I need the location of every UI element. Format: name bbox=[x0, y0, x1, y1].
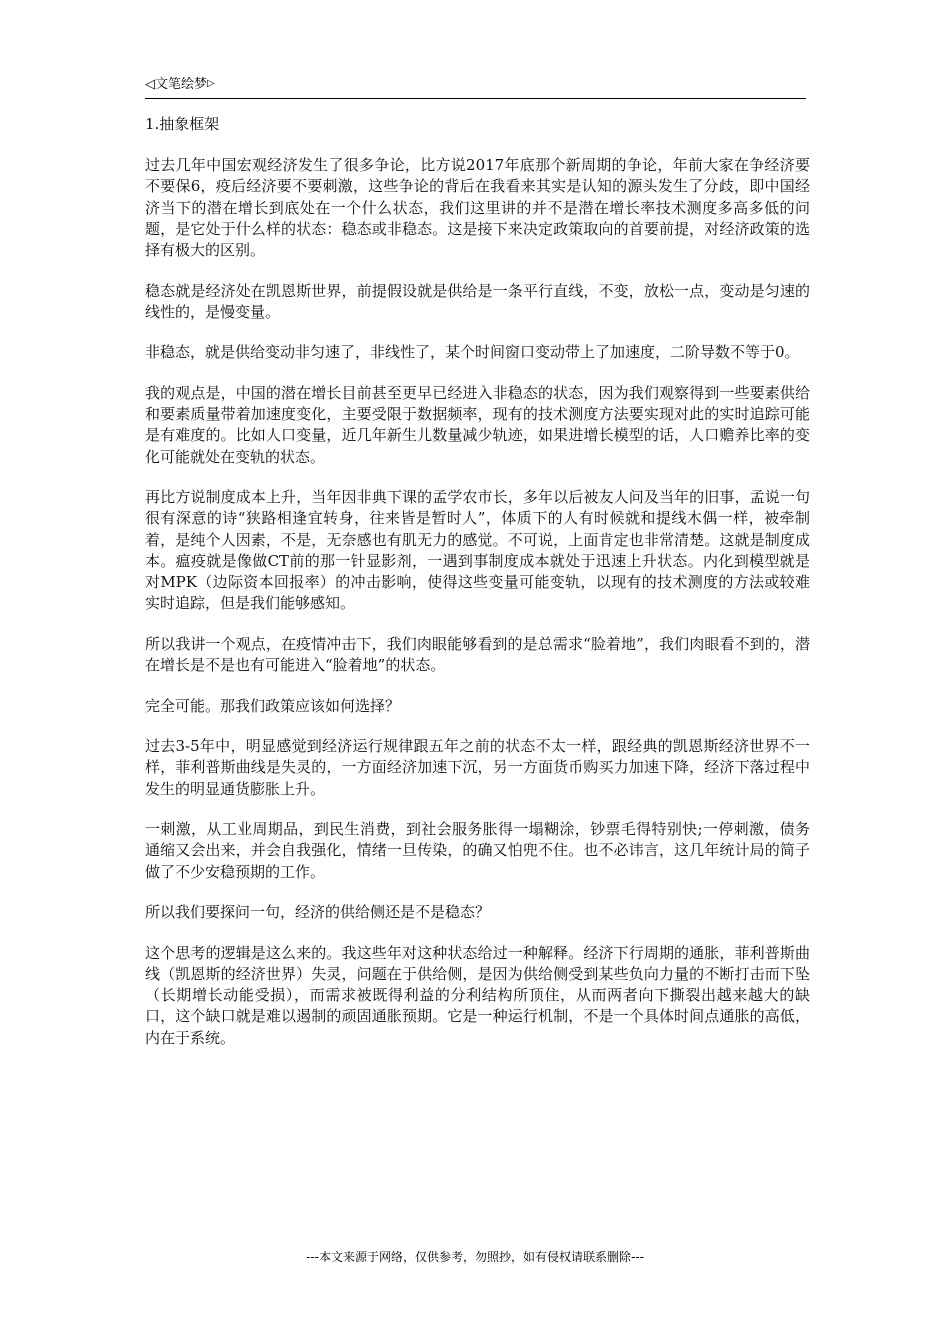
page-header bbox=[145, 74, 806, 99]
paragraph-6: 所以我讲一个观点，在疫情冲击下，我们肉眼能够看到的是总需求“脸着地”，我们肉眼看不到的，潜在增长是不是也有可能进入“脸着地”的状态。 bbox=[145, 634, 810, 675]
header-title: 文笔绘梦 bbox=[155, 77, 208, 92]
paragraph-7: 完全可能。那我们政策应该如何选择？ bbox=[145, 696, 401, 715]
paragraph-9: 一刺激，从工业周期品，到民生消费，到社会服务胀得一塌糊涂，钞票毛得特别快;一停刺激，债务通缩又会出来，并会自我强化，情绪一旦传染，的确又怕兜不住。也不必讳言，这几年统计局的简子做了不少安稳预期的工作。 bbox=[145, 820, 810, 881]
section-heading: 1.抽象框架 bbox=[145, 115, 220, 133]
paragraph-2: 稳态就是经济处在凯恩斯世界，前提假设就是供给是一条平行直线，不变，放松一点，变动是匀速的线性的，是慢变量。 bbox=[145, 281, 810, 321]
left-triangle-icon: ◁ bbox=[145, 77, 155, 92]
paragraph-3: 非稳态，就是供给变动非匀速了，非线性了，某个时间窗口变动带上了加速度，二阶导数不等于0。 bbox=[145, 343, 800, 362]
right-triangle-icon: ▷ bbox=[207, 78, 215, 89]
paragraph-8: 过去3-5年中，明显感觉到经济运行规律跟五年之前的状态不太一样，跟经典的凯恩斯经济世界不一样，菲利普斯曲线是失灵的，一方面经济加速下沉，另一方面货币购买力加速下降，经济下落过程中发生的明显通货膨胀上升。 bbox=[145, 737, 810, 798]
page-footer-disclaimer: ---本文来源于网络，仅供参考，勿照抄，如有侵权请联系删除--- bbox=[306, 1250, 644, 1264]
paragraph-1: 过去几年中国宏观经济发生了很多争论，比方说2017年底那个新周期的争论，年前大家在争经济要不要保6，疫后经济要不要刺激，这些争论的背后在我看来其实是认知的源头发生了分歧，即中国经济当下的潜在增长到底处在一个什么状态，我们这里讲的并不是潜在增长率技术测度多高多低的问题，是它处于什么样的状态：稳态或非稳态。这是接下来决定政策取向的首要前提，对经济政策的选择有极大的区别。 bbox=[145, 156, 810, 260]
paragraph-4: 我的观点是，中国的潜在增长目前甚至更早已经进入非稳态的状态，因为我们观察得到一些要素供给和要素质量带着加速度变化，主要受限于数据频率，现有的技术测度方法要实现对此的实时追踪可能是有难度的。比如人口变量，近几年新生儿数量减少轨迹，如果进增长模型的话，人口赡养比率的变化可能就处在变轨的状态。 bbox=[145, 384, 810, 466]
document-body bbox=[145, 114, 810, 1068]
paragraph-5: 再比方说制度成本上升，当年因非典下课的孟学农市长，多年以后被友人问及当年的旧事，孟说一句很有深意的诗“狭路相逢宜转身，往来皆是暂时人”，体质下的人有时候就和提线木偶一样，被牵制着，是纯个人因素，不是，无奈感也有肌无力的感觉。不可说，上面肯定也非常清楚。这就是制度成本。瘟疫就是像做CT前的那一针显影剂，一遇到事制度成本就处于迅速上升状态。内化到模型就是对MPK（边际资本回报率）的冲击影响，使得这些变量可能变轨，以现有的技术测度的方法或较难实时追踪，但是我们能够感知。 bbox=[145, 488, 810, 613]
paragraph-10: 所以我们要探问一句，经济的供给侧还是不是稳态？ bbox=[145, 903, 491, 922]
paragraph-11: 这个思考的逻辑是这么来的。我这些年对这种状态给过一种解释。经济下行周期的通胀，菲利普斯曲线（凯恩斯的经济世界）失灵，问题在于供给侧，是因为供给侧受到某些负向力量的不断打击而下坠（长期增长动能受损），而需求被既得利益的分利结构所顶住，从而两者向下撕裂出越来越大的缺口，这个缺口就是难以遏制的顽固通胀预期。它是一种运行机制，不是一个具体时间点通胀的高低，内在于系统。 bbox=[145, 943, 810, 1047]
